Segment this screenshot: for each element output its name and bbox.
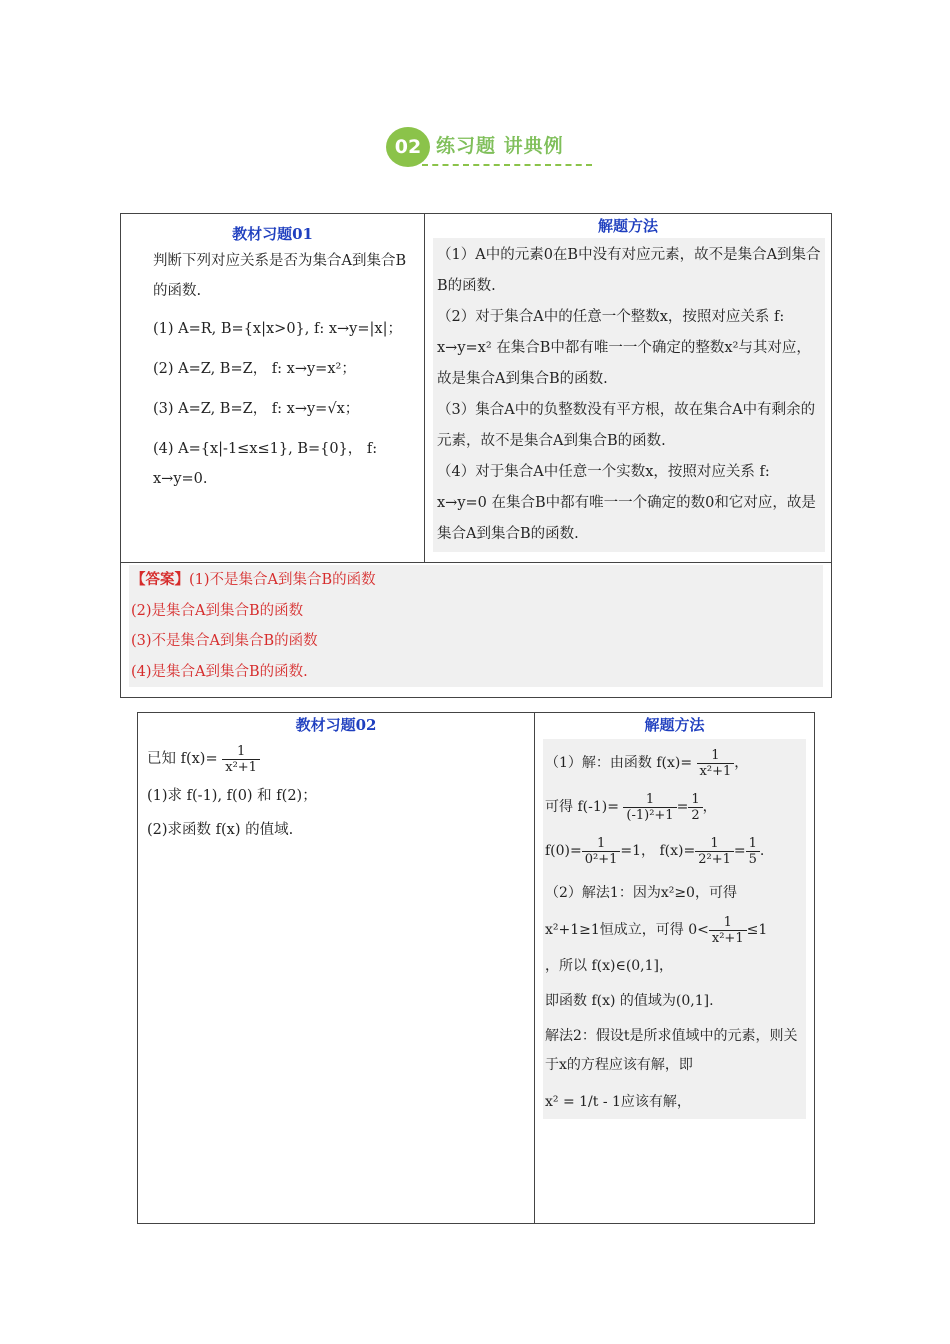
section-number-badge: 02 [386,127,430,167]
exercise-01-method-title: 解题方法 [597,217,658,235]
fraction: $\frac{1}{2}$ [688,792,702,823]
method-line: （2）解法1：因为x²≥0，可得 [545,885,737,901]
section-title: 练习题 讲典例 [436,135,564,157]
exercise-02-question: (2)求函数 f(x) 的值域. [147,822,294,838]
answer-line: (3)不是集合A到集合B的函数 [131,633,318,649]
fraction: $\frac{1}{\text{x²+1}}$ [697,748,735,779]
method-line: f(0)= [545,843,582,859]
exercise-02-question: (1)求 f(-1), f(0) 和 f(2)； [147,788,317,804]
section-header [386,127,596,171]
answer-line: (2)是集合A到集合B的函数 [131,602,304,619]
exercise-01-item: (4) A={x|-1≤x≤1}, B={0}， f: x→y=0. [153,441,378,487]
exercise-02-table: 教材习题02 已知 f(x)= $\frac{1}{\text{x²+1}}$ (1)求 f(-1), f(0) 和 f(2)； (2)求函数 f(x) 的值域. 解题方法 （1）解：由函数 f(x)= $\frac{1}{\text{x²+1}}$ ， 可得 f(-1)= $\frac{1}{\text{(-1)²+1}}$ = $\frac{1}{2}$ ， f(0)= $\frac{1}{\text{0²+1}}$ =1， f(x)= $\frac{1}{\text{2²+1}}$ = $\frac{1}{5}$ . （2）解法1：因为x²≥0，可得 x²+1≥1恒成立，可得 0< $\frac{1}{\text{x²+1}}$ ≤1 ，所以 f(x)∈(0,1]， 即函数 f(x) 的值域为(0,1]. 解法2：假设t是所求值域中的元素，则关于x的方程应该有解，即 x² = 1/t - 1应该有解， [137,712,815,1224]
fraction: $\frac{1}{\text{0²+1}}$ [582,836,621,867]
exercise-01-title: 教材习题01 [232,225,313,243]
method-line: x²+1≥1恒成立，可得 [545,922,684,938]
method-line: f(x)= [659,843,696,859]
method-line: 解法2：假设t是所求值域中的元素，则关于x的方程应该有解，即 [545,1028,798,1073]
exercise-02-method-title: 解题方法 [644,716,705,734]
fraction: $\frac{1}{\text{(-1)²+1}}$ [623,792,676,823]
fraction: $\frac{1}{\text{2²+1}}$ [695,836,734,867]
method-step: （2）对于集合A中的任意一个整数x，按照对应关系 f: x→y=x² 在集合B中都有唯一一个确定的整数x²与其对应，故是集合A到集合B的函数. [437,309,811,387]
exercise-01-item: (1) A=R, B={x|x>0}, f: x→y=|x|； [153,321,402,337]
method-step: （4）对于集合A中任意一个实数x，按照对应关系 f: x→y=0 在集合B中都有唯一一个确定的数0和它对应，故是集合A到集合B的函数. [437,464,816,542]
answer-line: (4)是集合A到集合B的函数. [131,663,308,680]
exercise-02-prefix: 已知 [147,751,176,767]
method-line: x² = 1/t - 1应该有解， [545,1094,691,1110]
exercise-01-item: (2) A=Z, B=Z， f: x→y=x²； [153,361,356,377]
fraction: $\frac{1}{\text{x²+1}}$ [222,744,260,775]
exercise-02-function: f(x)= [180,751,218,767]
exercise-02-title: 教材习题02 [295,716,377,734]
exercise-01-intro: 判断下列对应关系是否为集合A到集合B的函数. [153,253,407,299]
fraction: $\frac{1}{\text{x²+1}}$ [709,915,747,946]
method-step: （3）集合A中的负整数没有平方根，故在集合A中有剩余的元素，故不是集合A到集合B的函数. [437,402,816,449]
answer-label: 【答案】 [131,571,189,588]
header-dashed-underline [422,164,592,166]
method-line: 即函数 f(x) 的值域为(0,1]. [545,993,714,1009]
fraction: $\frac{1}{5}$ [746,836,760,867]
method-line: （1）解：由函数 f(x)= [545,755,693,771]
exercise-01-table [120,213,832,698]
method-line: ，所以 f(x)∈(0,1]， [545,958,674,974]
method-line: 可得 f(-1)= [545,799,619,815]
exercise-01-item: (3) A=Z, B=Z， f: x→y=√x； [153,401,360,417]
method-step: （1）A中的元素0在B中没有对应元素，故不是集合A到集合B的函数. [437,247,821,294]
answer-line: (1)不是集合A到集合B的函数 [189,572,376,588]
